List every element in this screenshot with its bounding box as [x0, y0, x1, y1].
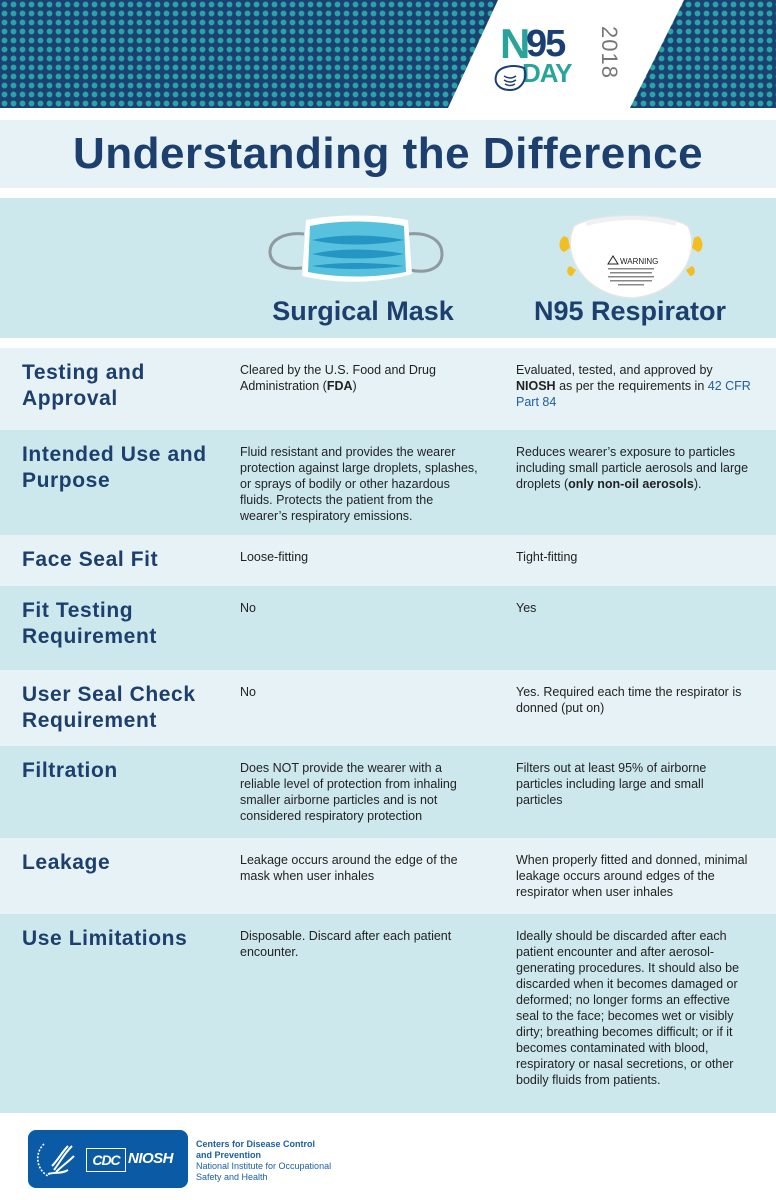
n95-respirator-cell: Yes. Required each time the respirator is donned (put on) — [516, 685, 742, 715]
surgical-mask-cell: No — [240, 685, 256, 699]
title-band — [0, 120, 776, 188]
table-row-face-seal-fit — [0, 535, 776, 586]
footer — [0, 1113, 776, 1200]
logo-word: DAY — [522, 58, 572, 88]
header-white-slash — [0, 0, 776, 108]
logo-year: 2018 — [597, 26, 622, 79]
surgical-mask-cell: Does NOT provide the wearer with a reliable level of protection from inhaling smaller airborne particles and is not considered respiratory protection — [240, 761, 457, 823]
surgical-mask-cell: Leakage occurs around the edge of the mask when user inhales — [240, 853, 458, 883]
hhs-eagle-icon — [34, 1136, 80, 1182]
agency-name: Centers for Disease Control and Prevention National Institute for Occupational Safety and Health — [196, 1139, 332, 1182]
n95-day-logo — [492, 22, 632, 92]
logo-letter-n: N — [500, 20, 530, 67]
surgical-mask-cell: Cleared by the U.S. Food and Drug Administration (FDA) — [240, 363, 436, 393]
row-label: Testing and Approval — [22, 361, 145, 410]
table-row-fit-testing — [0, 586, 776, 670]
surgical-mask-icon — [266, 212, 446, 288]
n95-respirator-cell: Filters out at least 95% of airborne particles including large and small particles — [516, 761, 707, 807]
row-label: User Seal Check Requirement — [22, 683, 196, 732]
n95-respirator-cell: Reduces wearer’s exposure to particles including small particle aerosols and large droplets (only non-oil aerosols). — [516, 445, 749, 491]
n95-respirator-cell: Tight-fitting — [516, 550, 578, 564]
logo-number: 95 — [526, 23, 565, 65]
row-label: Leakage — [22, 851, 111, 874]
agency-logo-block — [28, 1130, 188, 1188]
header-pattern-banner — [0, 0, 776, 108]
table-row-use-limitations — [0, 914, 776, 1113]
table-row-leakage — [0, 838, 776, 914]
row-label: Fit Testing Requirement — [22, 599, 157, 648]
surgical-mask-cell: Loose-fitting — [240, 550, 309, 564]
n95-respirator-cell: Evaluated, tested, and approved by NIOSH as per the requirements in 42 CFR Part 84 — [516, 363, 751, 409]
page-title: Understanding the Difference — [72, 129, 704, 178]
mask-comparison-header — [0, 198, 776, 338]
row-label: Face Seal Fit — [22, 548, 159, 571]
table-row-testing-approval — [0, 348, 776, 430]
surgical-mask-cell: No — [240, 601, 256, 615]
cfr-link[interactable]: 42 CFR Part 84 — [516, 379, 751, 409]
column-header-surgical-mask: Surgical Mask — [272, 296, 454, 326]
row-label: Filtration — [22, 759, 118, 782]
n95-respirator-cell: Ideally should be discarded after each patient encounter and after aerosol-generating procedures. It should also be discarded when it becomes damaged or deformed; no longer forms an effective seal to the face; becomes wet or visibly dirty; breathing becomes difficult; or if it becomes contaminated with blood, respiratory or nasal secretions, or other bodily fluids from patients. — [516, 929, 740, 1087]
table-row-intended-use — [0, 430, 776, 535]
n95-respirator-cell: When properly fitted and donned, minimal leakage occurs around edges of the respirator when user inhales — [516, 853, 748, 899]
table-row-filtration — [0, 746, 776, 838]
comparison-table — [0, 348, 776, 1113]
n95-respirator-cell: Yes — [516, 601, 537, 615]
warning-label: WARNING — [620, 257, 659, 266]
surgical-mask-cell: Disposable. Discard after each patient encounter. — [240, 929, 452, 959]
cdc-logo: CDC — [86, 1148, 126, 1172]
row-label: Intended Use and Purpose — [22, 443, 207, 492]
respirator-mask-icon — [492, 62, 528, 92]
surgical-mask-cell: Fluid resistant and provides the wearer protection against large droplets, splashes, or sprays of bodily or other hazardous fluids. Protects the patient from the wearer’s respiratory emissions. — [240, 445, 478, 523]
niosh-logo: NIOSH — [128, 1150, 174, 1167]
row-label: Use Limitations — [22, 927, 188, 950]
column-header-n95-respirator: N95 Respirator — [533, 296, 727, 326]
table-row-user-seal-check — [0, 670, 776, 746]
n95-respirator-icon — [556, 206, 706, 302]
